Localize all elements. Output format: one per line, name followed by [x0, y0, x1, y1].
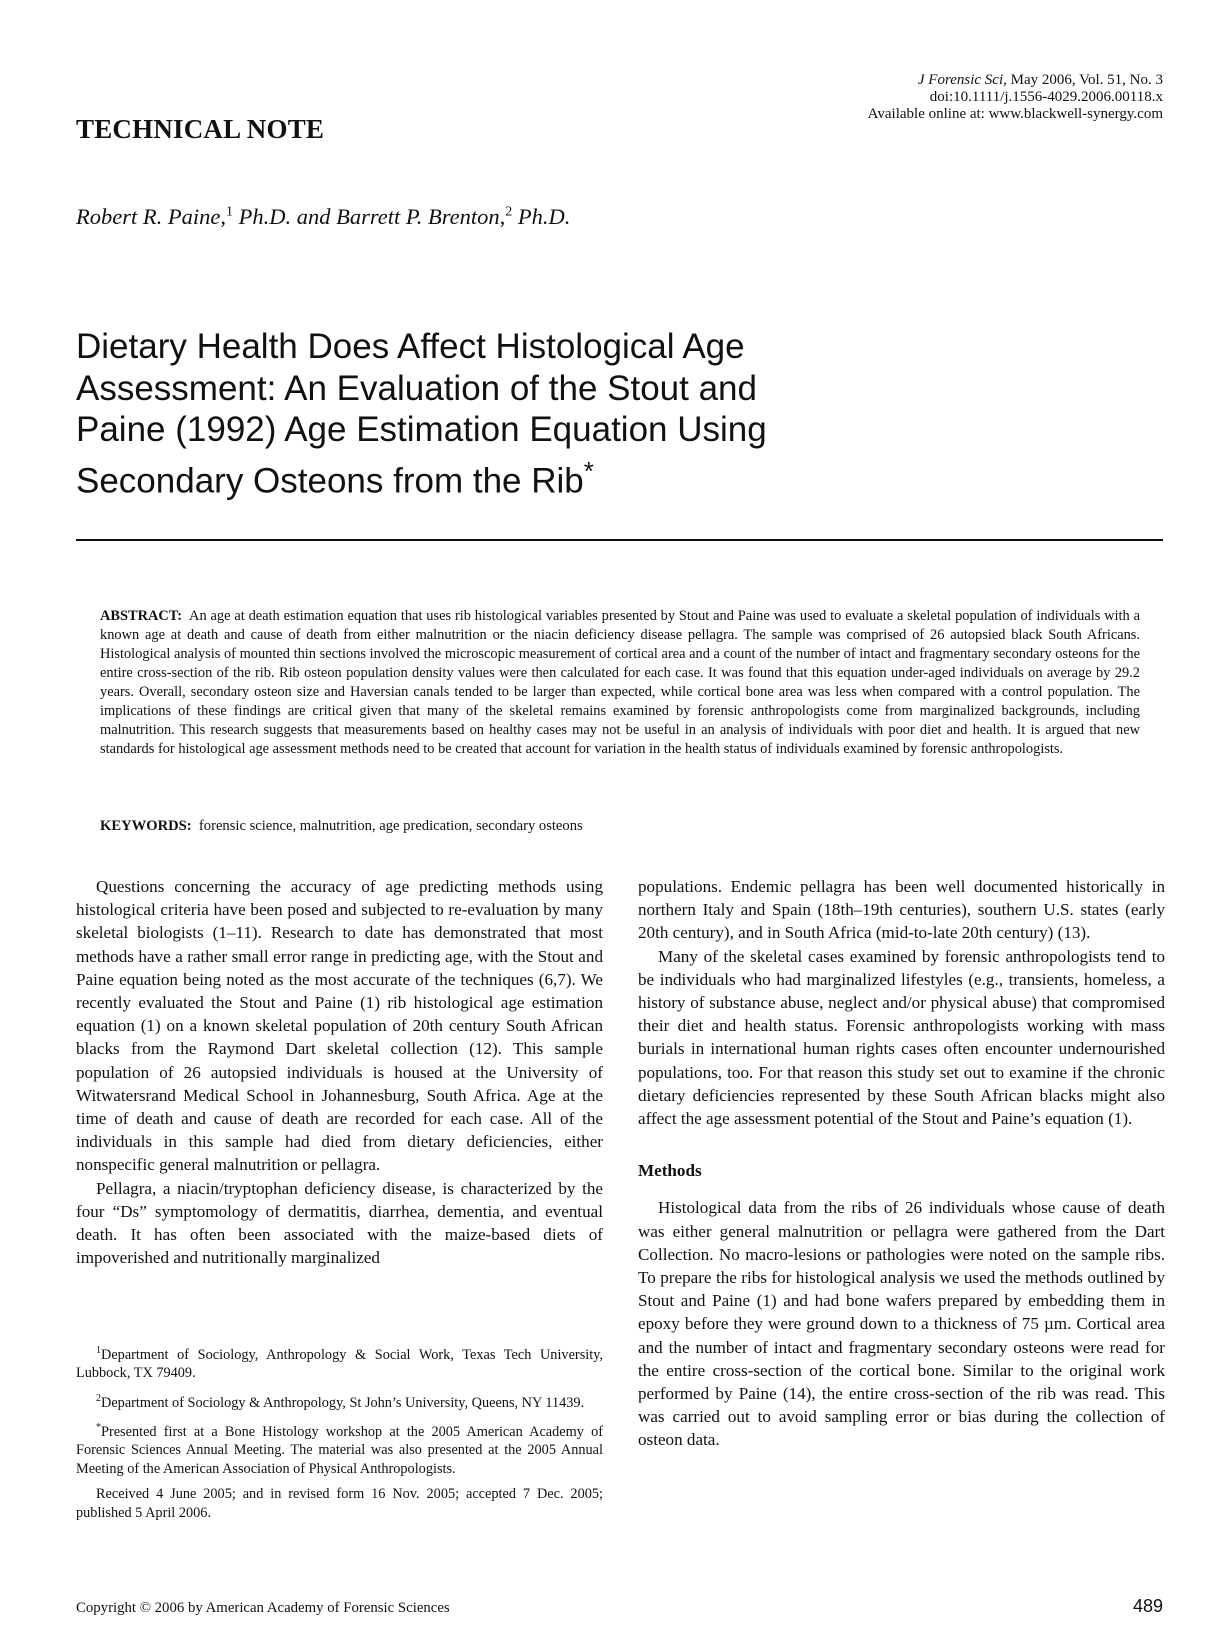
- title-line: Paine (1992) Age Estimation Equation Using: [76, 410, 767, 449]
- footnote-text: Department of Sociology & Anthropology, St John’s University, Queens, NY 11439.: [101, 1394, 585, 1411]
- footnote-mark: 1: [96, 1345, 101, 1356]
- doi: doi:10.1111/j.1556-4029.2006.00118.x: [929, 89, 1163, 105]
- journal-name: J Forensic Sci,: [917, 72, 1007, 88]
- footnote-text: Presented first at a Bone Histology workshop at the 2005 American Academy of Forensic Sciences Annual Meeting. The material was also presented at the 2005 Annual Meeting of the American Association of Physical Anthropologists.: [76, 1423, 603, 1477]
- body-paragraph: Histological data from the ribs of 26 individuals whose cause of death was either general malnutrition or pellagra were gathered from the Dart Collection. No macro-lesions or pathologies were noted on the sample ribs. To prepare the ribs for histological analysis we used the methods outlined by Stout and Paine (1) and had bone wafers prepared by embedding them in epoxy before they were ground down to a thickness of 75 µm. Cortical area and the number of intact and fragmentary secondary osteons were read for the entire cross-section of the cortical bone. Similar to the original work performed by Paine (14), the entire cross-section of the rib was read. This was carried out to avoid sampling error or bias during the collection of osteon data.: [638, 1198, 1165, 1450]
- abstract-text: An age at death estimation equation that uses rib histological variables presented by Stout and Paine was used to evaluate a skeletal population of individuals with a known age at death and cause of death from either malnutrition or the niacin deficiency disease pellagra. The sample was comprised of 26 autopsied black South Africans. Histological analysis of mounted thin sections involved the microscopic measurement of cortical area and a count of the number of intact and fragmentary secondary osteons for the entire cross-section of the rib. Rib osteon population density values were then calculated for each case. It was found that this equation under-aged individuals on average by 29.2 years. Overall, secondary osteon size and Haversian canals tended to be larger than expected, while cortical bone area was less when compared with a control population. The implications of these findings are critical given that many of the skeletal remains examined by forensic anthropologists come from marginalized backgrounds, including malnutrition. This research suggests that measurements based on healthy cases may not be useful in an analysis of individuals with poor diet and health. It is argued that new standards for histological age assessment methods need to be created that account for variation in the health status of individuals examined by forensic anthropologists.: [100, 608, 1141, 757]
- footnote: [76, 1390, 603, 1412]
- title-line: Secondary Osteons from the Rib: [76, 461, 584, 501]
- body-paragraph: Many of the skeletal cases examined by forensic anthropologists tend to be individuals who had marginalized lifestyles (e.g., transients, homeless, a history of substance abuse, neglect and/or physical abuse) that compromised their diet and health status. Forensic anthropologists working with mass burials in international human rights cases often encounter undernourished populations, too. For that reason this study set out to examine if the chronic dietary deficiencies represented by these South African blacks might also affect the age assessment potential of the Stout and Paine’s equation (1).: [638, 946, 1165, 1129]
- body-paragraph: Questions concerning the accuracy of age predicting methods using histological criteria have been posed and subjected to re-evaluation by many skeletal biologists (1–11). Research to date has demonstrated that most methods have a rather small error range in predicting age, with the Stout and Paine equation being noted as the most accurate of the techniques (6,7). We recently evaluated the Stout and Paine (1) rib histological age estimation equation (1) on a known skeletal population of 20th century South African blacks from the Raymond Dart skeletal collection (12). This sample population of 26 autopsied individuals is housed at the University of Witwatersrand Medical School in Johannesburg, South Africa. Age at the time of death and cause of death are recorded for each case. All of the individuals in this sample had died from dietary deficiencies, either nonspecific general malnutrition or pellagra.: [76, 877, 603, 1175]
- keywords: [100, 818, 583, 835]
- author2-affiliation-mark: 2: [505, 204, 513, 220]
- methods-heading: Methods: [638, 1161, 702, 1181]
- body-column-right: [638, 875, 1165, 1452]
- journal-citation: [868, 72, 1163, 89]
- journal-issue: May 2006, Vol. 51, No. 3: [1006, 72, 1163, 88]
- title-line-last: [76, 451, 876, 502]
- author2-name: Ph.D. and Barrett P. Brenton,: [232, 204, 506, 229]
- footnotes: [76, 1342, 603, 1529]
- body-column-left: [76, 875, 603, 1269]
- title-line: Dietary Health Does Affect Histological Age: [76, 327, 745, 366]
- article-title: [76, 326, 876, 502]
- footnote-mark: 2: [96, 1392, 101, 1404]
- footnote-text: Department of Sociology, Anthropology & Social Work, Texas Tech University, Lubbock, TX 79409.: [76, 1346, 603, 1382]
- keywords-label: KEYWORDS:: [100, 818, 192, 834]
- author2-degree: Ph.D.: [512, 204, 571, 229]
- keywords-text: forensic science, malnutrition, age predication, secondary osteons: [198, 818, 583, 834]
- copyright: Copyright © 2006 by American Academy of Forensic Sciences: [76, 1600, 450, 1616]
- footnote: [76, 1419, 603, 1478]
- journal-info: [868, 72, 1163, 123]
- title-divider: [76, 539, 1163, 541]
- author1-name: Robert R. Paine,: [76, 204, 226, 229]
- section-label: TECHNICAL NOTE: [76, 114, 325, 144]
- body-paragraph: Pellagra, a niacin/tryptophan deficiency disease, is characterized by the four “Ds” symptomology of dermatitis, diarrhea, dementia, and eventual death. It has often been associated with the maize-based diets of impoverished and nutritionally marginalized: [76, 1178, 603, 1268]
- footnote-mark: *: [96, 1422, 101, 1434]
- author1-affiliation-mark: 1: [225, 204, 233, 220]
- title-asterisk: *: [583, 455, 594, 486]
- page-number: 489: [1132, 1596, 1163, 1616]
- received-dates: Received 4 June 2005; and in revised form 16 Nov. 2005; accepted 7 Dec. 2005; published 5 April 2006.: [76, 1486, 603, 1521]
- abstract: [100, 607, 1140, 759]
- title-line: Assessment: An Evaluation of the Stout and: [76, 368, 757, 408]
- abstract-label: ABSTRACT:: [100, 608, 183, 624]
- availability: Available online at: www.blackwell-synergy.com: [867, 106, 1163, 122]
- body-paragraph: populations. Endemic pellagra has been well documented historically in northern Italy and Spain (18th–19th centuries), southern U.S. states (early 20th century), and in South Africa (mid-to-late 20th century) (13).: [638, 877, 1165, 943]
- authors: [76, 204, 570, 230]
- footnote: [76, 1342, 603, 1383]
